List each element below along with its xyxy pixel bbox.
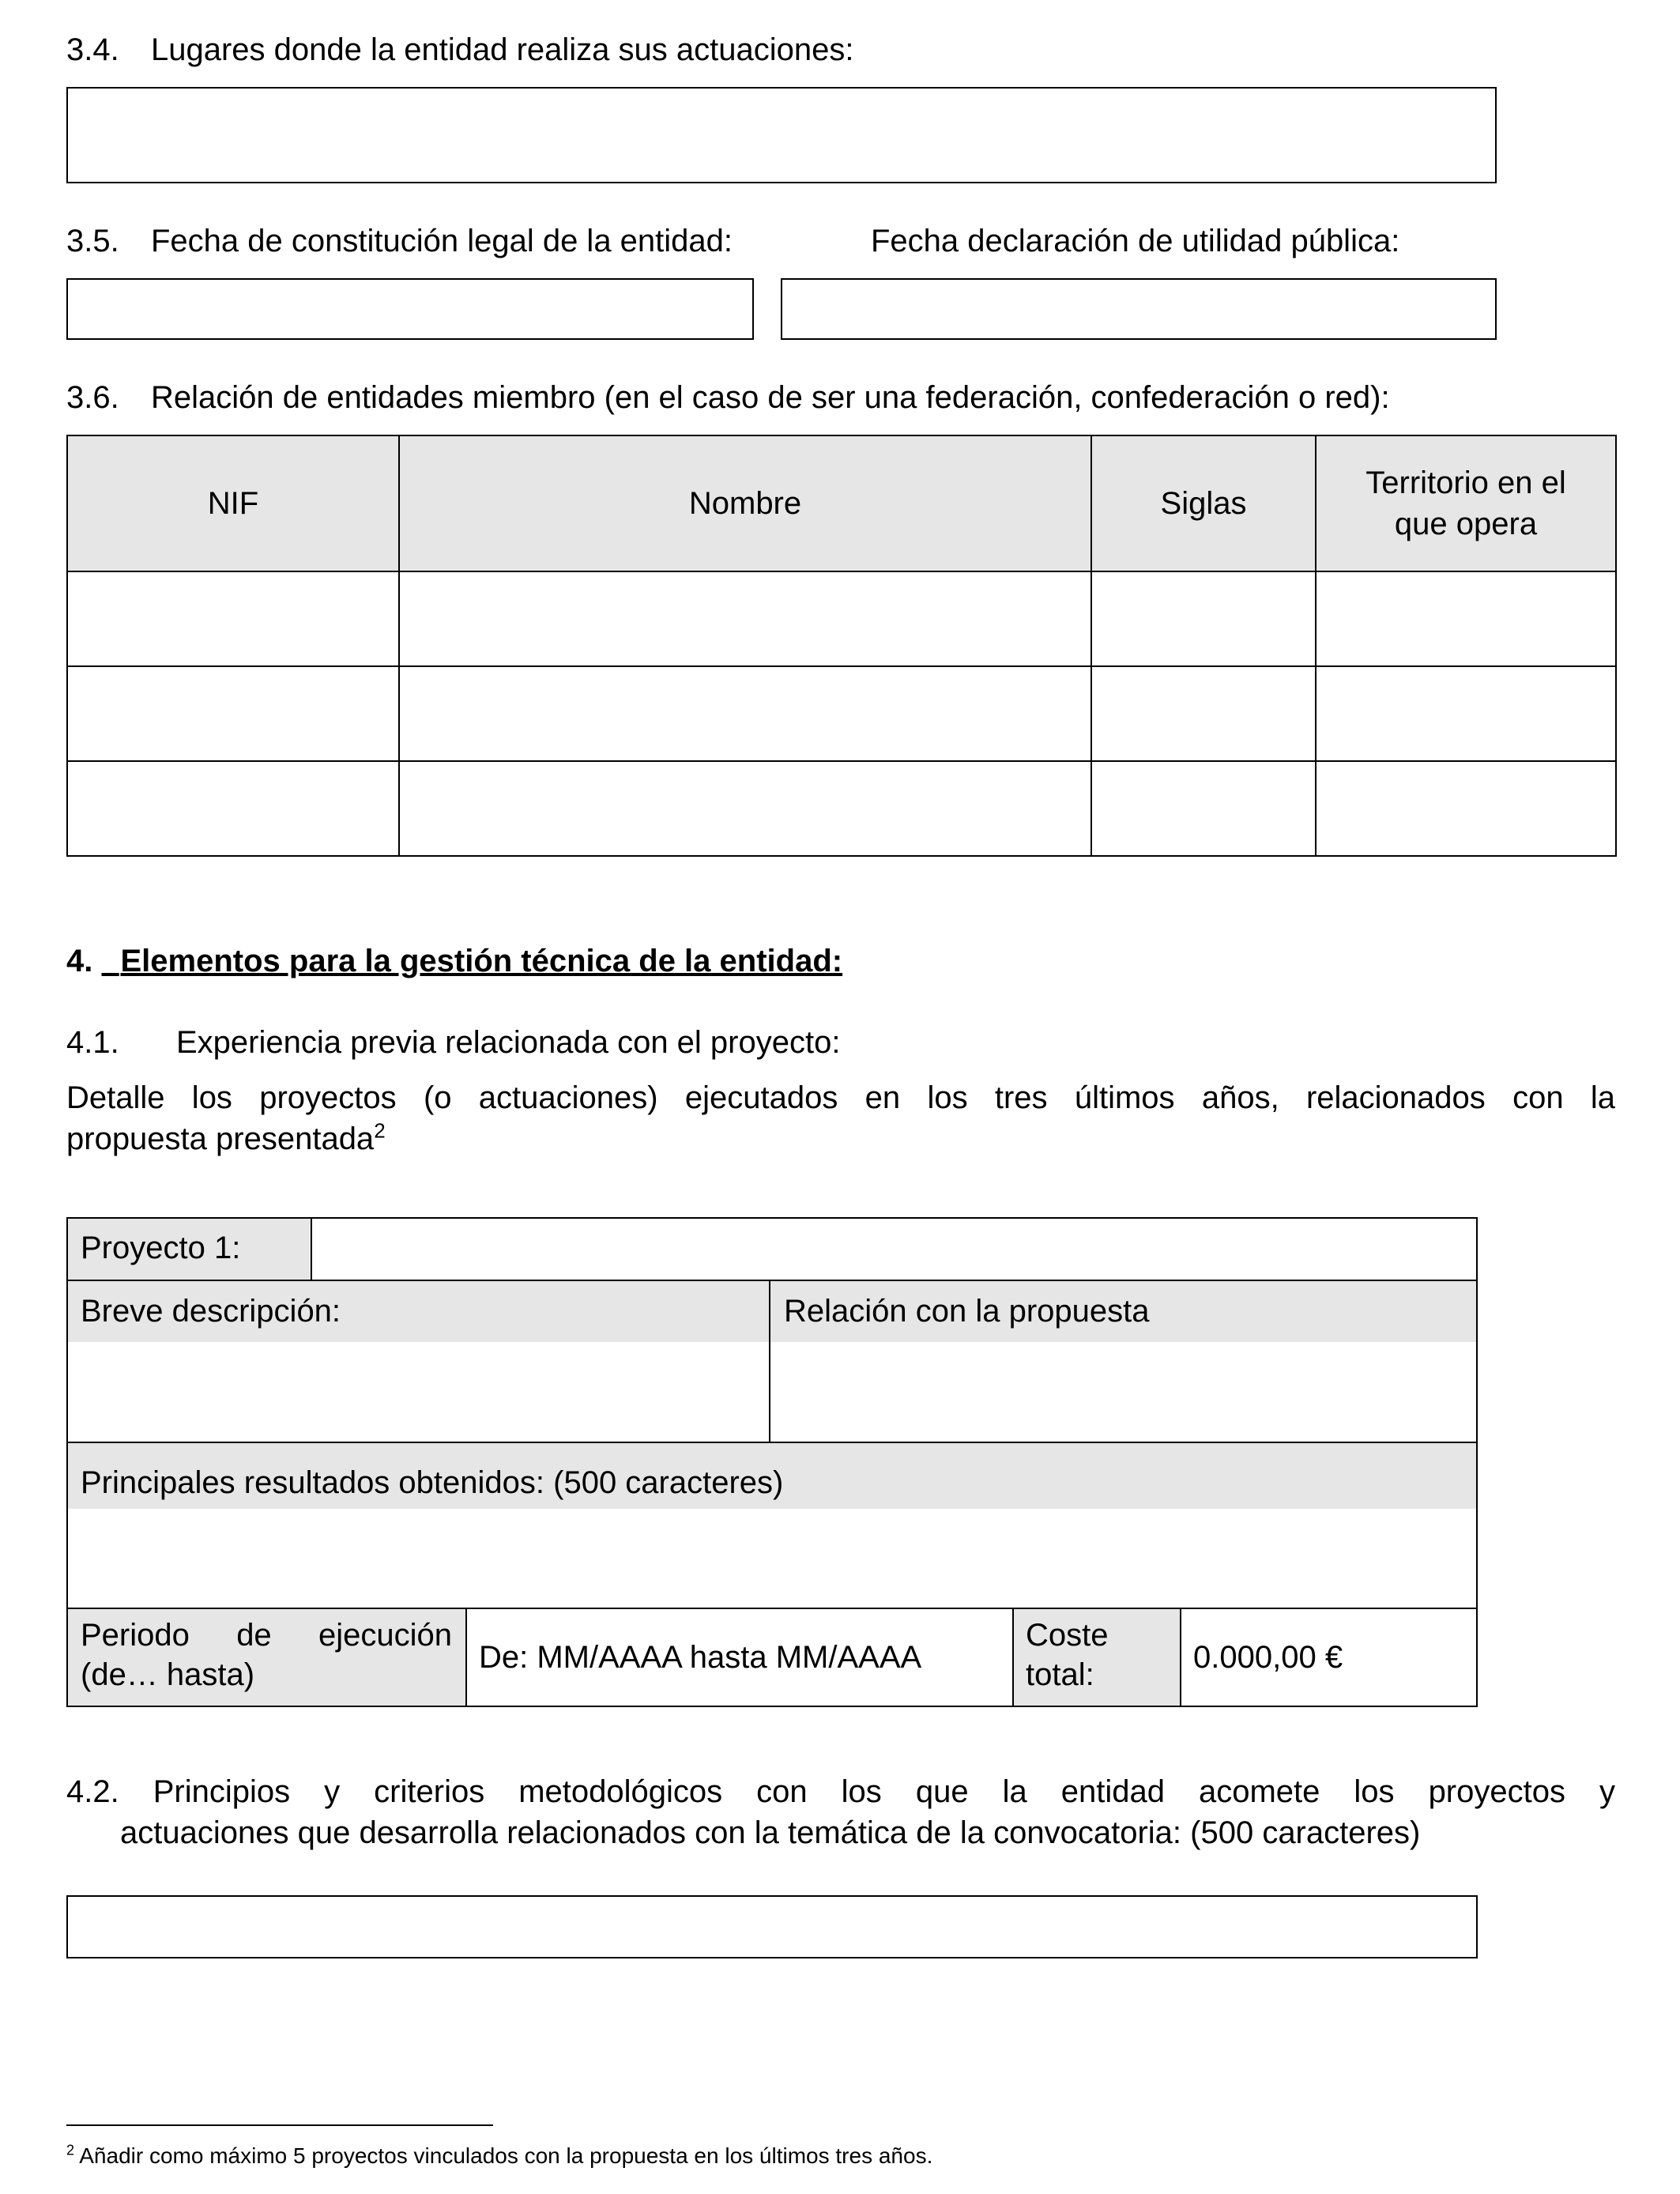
table-row: [67, 761, 1616, 856]
footnote: [66, 2143, 932, 2169]
divider: [66, 1608, 1478, 1609]
coste-value[interactable]: 0.000,00 €: [1193, 1640, 1343, 1675]
footnote-text: Añadir como máximo 5 proyectos vinculados con la propuesta en los últimos tres años.: [79, 2143, 933, 2168]
section-label: Relación de entidades miembro (en el caso de ser una federación, confederación o red):: [150, 380, 1390, 415]
fecha-utilidad-field[interactable]: [781, 278, 1497, 340]
section-3-5-heading: [66, 223, 733, 259]
section-title: Elementos para la gestión técnica de la entidad:: [120, 944, 843, 978]
section-label: Fecha de constitución legal de la entidad:: [150, 224, 733, 258]
divider: [1180, 1608, 1181, 1707]
table-header-row: [67, 435, 1616, 571]
proyecto-form: [66, 1217, 1478, 1707]
table-cell[interactable]: [399, 761, 1091, 856]
header-territorio-line1: Territorio en el: [1365, 466, 1566, 500]
section-number: 3.5.: [66, 224, 119, 258]
section-3-4-heading: [66, 32, 853, 68]
table-cell[interactable]: [1316, 571, 1616, 666]
divider: [1012, 1608, 1014, 1707]
coste-label-line1: Coste: [1026, 1618, 1109, 1653]
header-siglas: Siglas: [1091, 435, 1316, 571]
table-cell[interactable]: [67, 571, 399, 666]
table-cell[interactable]: [399, 571, 1091, 666]
footnote-separator: [66, 2124, 493, 2126]
divider: [465, 1608, 467, 1707]
divider: [66, 1442, 1478, 1443]
periodo-value[interactable]: De: MM/AAAA hasta MM/AAAA: [479, 1640, 922, 1675]
table-cell[interactable]: [1091, 571, 1316, 666]
section-number: 4.2.: [66, 1774, 119, 1809]
table-row: [67, 666, 1616, 761]
resultados-label: Principales resultados obtenidos: (500 caracteres): [81, 1465, 784, 1500]
section-label: Principios y criterios metodológicos con los que la entidad acomete los proyectos y: [153, 1774, 1615, 1809]
section-number: 4.: [66, 944, 93, 978]
section-number: 3.6.: [66, 380, 119, 415]
table-cell[interactable]: [1091, 761, 1316, 856]
table-cell[interactable]: [1316, 761, 1616, 856]
periodo-label-line2: (de… hasta): [81, 1657, 255, 1692]
section-4-heading: [66, 943, 842, 979]
breve-descripcion-label: Breve descripción:: [81, 1294, 341, 1329]
footnote-number: 2: [66, 2142, 75, 2158]
header-territorio-line2: que opera: [1394, 507, 1538, 541]
divider: [311, 1217, 312, 1280]
fecha-utilidad-label: Fecha declaración de utilidad pública:: [871, 224, 1400, 258]
table-cell[interactable]: [1316, 666, 1616, 761]
header-nif: NIF: [67, 435, 399, 571]
resultados-field[interactable]: [68, 1510, 1476, 1606]
section-4-2-line1: [66, 1774, 1615, 1810]
section-label: Lugares donde la entidad realiza sus actuaciones:: [150, 32, 854, 67]
lugares-input-field[interactable]: [66, 87, 1497, 183]
divider: [66, 1280, 1478, 1281]
table-cell[interactable]: [399, 666, 1091, 761]
header-territorio: [1316, 435, 1616, 571]
divider: [769, 1280, 770, 1442]
principios-input-field[interactable]: [66, 1895, 1478, 1958]
section-number: 4.1.: [66, 1025, 119, 1060]
section-number: 3.4.: [66, 32, 119, 67]
proyecto-label: Proyecto 1:: [81, 1231, 241, 1265]
proyecto-name-field[interactable]: [313, 1219, 1475, 1279]
breve-descripcion-field[interactable]: [68, 1344, 768, 1440]
section-4-2-line2: actuaciones que desarrolla relacionados con la temática de la convocatoria: (500 caracteres): [120, 1815, 1421, 1850]
entidades-miembro-table: [66, 435, 1617, 857]
relacion-propuesta-field[interactable]: [771, 1344, 1475, 1440]
section-4-1-heading: [66, 1024, 840, 1061]
section-label: Experiencia previa relacionada con el proyecto:: [175, 1025, 841, 1060]
fecha-constitucion-field[interactable]: [66, 278, 754, 340]
detalle-text: propuesta presentada: [66, 1122, 375, 1156]
detalle-line-1: Detalle los proyectos (o actuaciones) ejecutados en los tres últimos años, relacionados con la: [66, 1080, 1615, 1115]
table-row: [67, 571, 1616, 666]
footnote-ref: 2: [374, 1118, 386, 1143]
coste-label-line2: total:: [1026, 1657, 1094, 1692]
section-3-6-heading: [66, 379, 1390, 416]
relacion-propuesta-label: Relación con la propuesta: [784, 1294, 1150, 1329]
table-cell[interactable]: [67, 761, 399, 856]
detalle-line-2: [66, 1118, 386, 1157]
header-nombre: Nombre: [399, 435, 1091, 571]
periodo-label-line1: Periodo de ejecución: [81, 1618, 452, 1653]
table-cell[interactable]: [67, 666, 399, 761]
table-cell[interactable]: [1091, 666, 1316, 761]
